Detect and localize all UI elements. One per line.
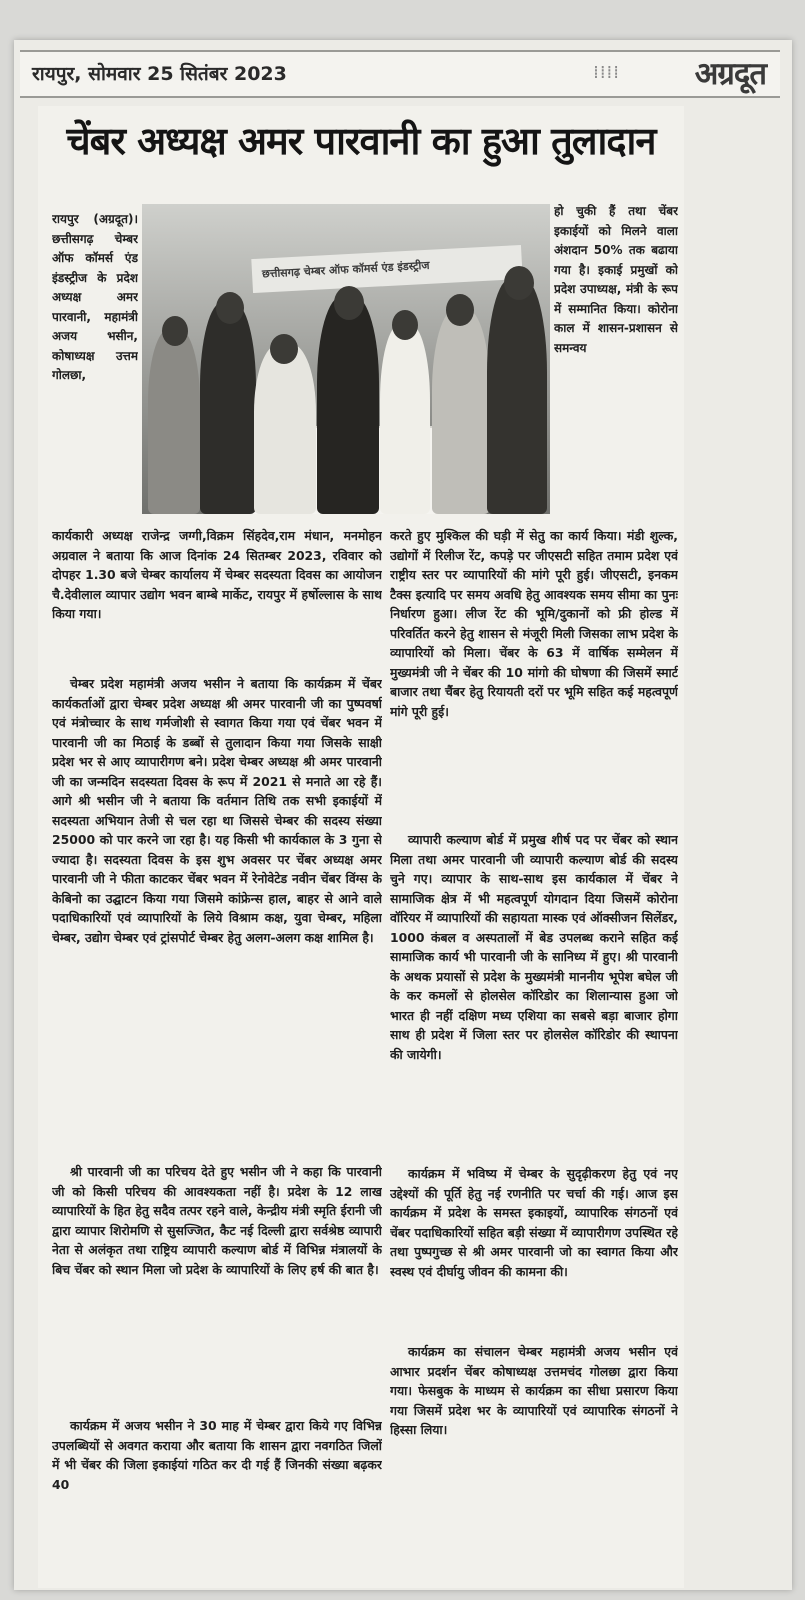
dateline: रायपुर, सोमवार 25 सितंबर 2023 xyxy=(32,63,287,85)
person xyxy=(317,296,379,514)
paragraph-left-2: चेम्बर प्रदेश महामंत्री अजय भसीन ने बताया कि कार्यक्रम में चेंबर कार्यकर्ताओं द्वारा चेम्बर प्रदेश अध्यक्ष श्री अमर पारवानी जी का पुष्पवर्षा एवं मंत्रोच्चार के साथ गर्मजोशी से स्वागत किया गया एवं चेंबर भवन में पारवानी जी का मिठाई के डब्बों से तुलादान किया गया जिसके साक्षी प्रदेश भर से आए व्यापारीगण बने। प्रदेश चेम्बर अध्यक्ष श्री अमर पारवानी जी का जन्मदिन सदस्यता दिवस के रूप में 2021 से मनाते आ रहे हैं। आगे श्री भसीन जी ने बताया कि वर्तमान तिथि तक सभी इकाईयों में सदस्यता अभियान तेजी से चल रहा था जिससे चेम्बर की सदस्य संख्या 25000 को पार करने जा रहा है। यह किसी भी कार्यकाल के 3 गुना से ज्यादा है। सदस्यता दिवस के इस शुभ अवसर पर चेंबर अध्यक्ष अमर पारवानी जी ने फीता काटकर चेंबर भवन में रेनोवेटेड नवीन चेंबर विंग्स के केबिनो का उद्घाटन किया गया जिसमे कांफ्रेन्स हाल, बाहर से आने वाले पदाधिकारियों एवं व्यापारियों के लिये विश्राम कक्ष, युवा चेम्बर, महिला चेम्बर, उद्योग चेम्बर एवं ट्रांसपोर्ट चेम्बर हेतु अलग-अलग कक्ष शामिल है। xyxy=(52,676,382,945)
lead-paragraph-top: रायपुर (अग्रदूत)। छत्तीसगढ़ चेम्बर ऑफ कॉमर्स एंड इंडस्ट्रीज के प्रदेश अध्यक्ष अमर पारवानी, महामंत्री अजय भसीन, कोषाध्यक्ष उत्तम गोलछा, xyxy=(52,212,138,382)
person xyxy=(200,302,256,514)
person-head xyxy=(446,294,474,326)
paragraph-right-3: कार्यक्रम में भविष्य में चेम्बर के सुदृढ़ीकरण हेतु एवं नए उद्देश्यों की पूर्ति हेतु नई रणनीति पर चर्चा की गई। आज इस कार्यक्रम में प्रदेश के समस्त इकाइयों, व्यापारिक संगठनों एवं चेंबर पदाधिकारियों सहित बड़ी संख्या में व्यापारीगण उपस्थित रहे तथा पुष्पगुच्छ से श्री अमर पारवानी जो का स्वागत किया और स्वस्थ एवं दीर्घायु जीवन की कामना की। xyxy=(390,1166,678,1279)
paragraph-left-3: श्री पारवानी जी का परिचय देते हुए भसीन जी ने कहा कि पारवानी जी को किसी परिचय की आवश्यकता नहीं है। प्रदेश के 12 लाख व्यापारियों के हित हेतु सदैव तत्पर रहने वाले, केन्द्रीय मंत्री स्मृति ईरानी जी द्वारा व्यापार शिरोमणि से सुसज्जित, कैट नई दिल्ली द्वारा सर्वश्रेष्ठ व्यापारी नेता से अलंकृत तथा राष्ट्रिय व्यापारी कल्याण बोर्ड में विभिन्न मंत्रालयों के बिच चेंबर को स्थान मिला जो प्रदेश के व्यापारियों के लिए हर्ष की बात है। xyxy=(52,1164,382,1277)
person-head xyxy=(270,334,298,364)
newspaper-brand: अग्रदूत xyxy=(694,56,766,92)
right-column-top: हो चुकी हैं तथा चेंबर इकाईयों को मिलने वाला अंशदान 50% तक बढाया गया है। इकाई प्रमुखों को प्रदेश उपाध्यक्ष, मंत्री के रूप में सम्मानित किया। कोरोना काल में शासन-प्रशासन से समन्वय xyxy=(554,204,678,355)
photo-banner: छत्तीसगढ़ चेम्बर ऑफ कॉमर्स एंड इंडस्ट्रीज xyxy=(251,245,522,293)
person-head xyxy=(162,316,188,346)
person-head xyxy=(216,292,244,324)
person xyxy=(380,324,430,514)
person-head xyxy=(504,266,534,300)
person xyxy=(432,309,490,514)
article-clipping xyxy=(38,106,684,1588)
person-head xyxy=(392,310,418,340)
person-head xyxy=(334,286,364,320)
paragraph-left-4: कार्यक्रम में अजय भसीन ने 30 माह में चेम्बर द्वारा किये गए विभिन्न उपलब्धियों से अवगत कराया और बताया कि शासन द्वारा नवगठित जिलों में भी चेंबर की जिला इकाईयां गठित कर दी गई हैं जिनकी संख्या बढ़कर 40 xyxy=(52,1418,382,1492)
paragraph-right-4: कार्यक्रम का संचालन चेम्बर महामंत्री अजय भसीन एवं आभार प्रदर्शन चेंबर कोषाध्यक्ष उत्तमचंद गोलछा द्वारा किया गया। फेसबुक के माध्यम से कार्यक्रम का सीधा प्रसारण किया गया जिसमें प्रदेश भर के व्यापारियों एवं व्यापारिक संगठनों ने हिस्सा लिया। xyxy=(390,1344,678,1437)
paragraph-right-2: व्यापारी कल्याण बोर्ड में प्रमुख शीर्ष पद पर चेंबर को स्थान मिला तथा अमर पारवानी जी व्यापारी कल्याण बोर्ड की सदस्य चुने गए। व्यापार के साथ-साथ इस कार्यकाल में चेंबर ने सामाजिक क्षेत्र में भी महत्वपूर्ण योगदान दिया जिसमें कोरोना वॉरियर में व्यापारियों की सहायता मास्क एवं ऑक्सीजन सिलेंडर, 1000 कंबल व अस्पतालों में बेड उपलब्ध कराने सहित कई सामाजिक कार्य भी पारवानी जी के सानिध्य में हुए। श्री पारवानी के अथक प्रयासों से प्रदेश के मुख्यमंत्री माननीय भूपेश बघेल जी के कर कमलों से होलसेल कॉरिडोर का शिलान्यास हुआ जो भारत ही नहीं दक्षिण मध्य एशिया का सबसे बड़ा बाजार होगा साथ ही प्रदेश में जिला स्तर पर होलसेल कॉरिडोर की स्थापना की जायेगी। xyxy=(390,832,678,1062)
article-headline: चेंबर अध्यक्ष अमर पारवानी का हुआ तुलादान xyxy=(66,119,656,163)
lead-paragraph-bottom: कार्यकारी अध्यक्ष राजेन्द्र जग्गी,विक्रम सिंहदेव,राम मंधान, मनमोहन अग्रवाल ने बताया कि आज दिनांक 24 सितम्बर 2023, रविवार को दोपहर 1.30 बजे चेम्बर कार्यालय में चेम्बर सदस्यता दिवस का आयोजन चै.देवीलाल व्यापार उद्योग भवन बाम्बे मार्केट, रायपुर में हर्षोल्लास के साथ किया गया। xyxy=(52,528,382,621)
event-photo xyxy=(142,204,550,514)
person xyxy=(487,278,547,514)
person xyxy=(148,329,200,514)
paragraph-right-1: करते हुए मुश्किल की घड़ी में सेतु का कार्य किया। मंडी शुल्क, उद्योगों में रिलीज रेंट, कपड़े पर जीएसटी सहित तमाम प्रदेश एवं राष्ट्रीय स्तर पर व्यापारियों की मांगे पूरी हुई। जीएसटी, इनकम टैक्स इत्यादि पर समय अवधि हेतु आवश्यक समय सीमा का पुनः निर्धारण हुआ। लीज रेंट की भूमि/दुकानों को फ्री होल्ड में परिवर्तित करने हेतु शासन से मंजूरी मिली जिसका लाभ प्रदेश के व्यापारियों को मिला। चेंबर के 63 में वार्षिक सम्मेलन में मुख्यमंत्री जी ने चेंबर की 10 मांगो की घोषणा की जिसमें स्मार्ट बाजार तथा चैंबर हेतु रियायती दरों पर भूमि सहित कई महत्वपूर्ण मांगे पूरी हुई। xyxy=(390,528,678,719)
person xyxy=(254,344,316,514)
masthead xyxy=(20,50,780,98)
brand-ornament: ⁞⁞⁞⁞ xyxy=(593,62,620,83)
